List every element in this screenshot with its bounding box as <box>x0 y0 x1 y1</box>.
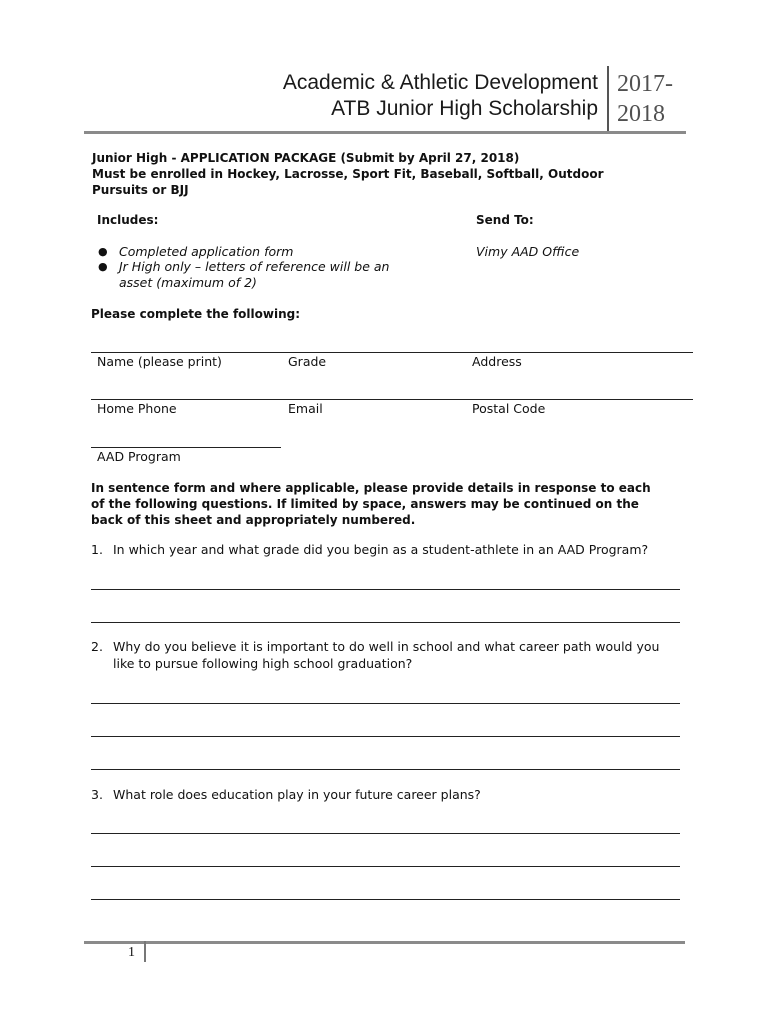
answer-line[interactable] <box>91 622 680 623</box>
header-title-line-2: ATB Junior High Scholarship <box>331 97 598 120</box>
bullet-icon: ● <box>98 245 108 258</box>
answer-line[interactable] <box>91 899 680 900</box>
package-title: Junior High - APPLICATION PACKAGE (Submit by April 27, 2018) <box>92 151 520 165</box>
answer-line[interactable] <box>91 833 680 834</box>
questions-instruction-line-3: back of this sheet and appropriately numbered. <box>91 513 416 527</box>
enrollment-requirement: Must be enrolled in Hockey, Lacrosse, Sport Fit, Baseball, Softball, Outdoor <box>92 167 604 181</box>
questions-instruction-line-2: of the following questions. If limited by space, answers may be continued on the <box>91 497 639 511</box>
header-divider <box>607 66 609 133</box>
question-2-text: Why do you believe it is important to do well in school and what career path would you <box>113 639 660 654</box>
includes-item-2: Jr High only – letters of reference will be an <box>119 259 390 274</box>
question-1-text: In which year and what grade did you begin as a student-athlete in an AAD Program? <box>113 542 649 557</box>
question-3-text: What role does education play in your future career plans? <box>113 787 481 802</box>
question-number: 2. <box>91 639 103 654</box>
question-number: 3. <box>91 787 103 802</box>
postal-code-label: Postal Code <box>472 401 546 416</box>
header-year-line-1: 2017- <box>617 71 673 97</box>
grade-label: Grade <box>288 354 327 369</box>
aad-program-label: AAD Program <box>97 449 181 464</box>
program-line[interactable] <box>91 447 281 448</box>
page-number: 1 <box>128 945 135 960</box>
send-to-heading: Send To: <box>476 213 534 227</box>
includes-heading: Includes: <box>97 213 159 227</box>
name-row-line[interactable] <box>91 352 693 353</box>
answer-line[interactable] <box>91 866 680 867</box>
enrollment-requirement-cont: Pursuits or BJJ <box>92 183 189 197</box>
footer-divider <box>144 941 146 962</box>
phone-row-line[interactable] <box>91 399 693 400</box>
header-title-line-1: Academic & Athletic Development <box>282 71 598 94</box>
address-label: Address <box>472 354 522 369</box>
question-2-text-cont: like to pursue following high school graduation? <box>113 656 413 671</box>
header-rule <box>84 131 686 134</box>
name-label: Name (please print) <box>97 354 222 369</box>
send-to-value: Vimy AAD Office <box>476 244 580 259</box>
answer-line[interactable] <box>91 769 680 770</box>
question-number: 1. <box>91 542 103 557</box>
home-phone-label: Home Phone <box>97 401 177 416</box>
footer-rule <box>84 941 685 944</box>
form-instruction: Please complete the following: <box>91 307 301 321</box>
includes-item-2-cont: asset (maximum of 2) <box>119 275 257 290</box>
header-year-line-2: 2018 <box>617 101 665 127</box>
answer-line[interactable] <box>91 589 680 590</box>
answer-line[interactable] <box>91 703 680 704</box>
answer-line[interactable] <box>91 736 680 737</box>
questions-instruction-line-1: In sentence form and where applicable, please provide details in response to each <box>91 481 651 495</box>
email-label: Email <box>288 401 323 416</box>
bullet-icon: ● <box>98 260 108 273</box>
includes-item-1: Completed application form <box>119 244 294 259</box>
